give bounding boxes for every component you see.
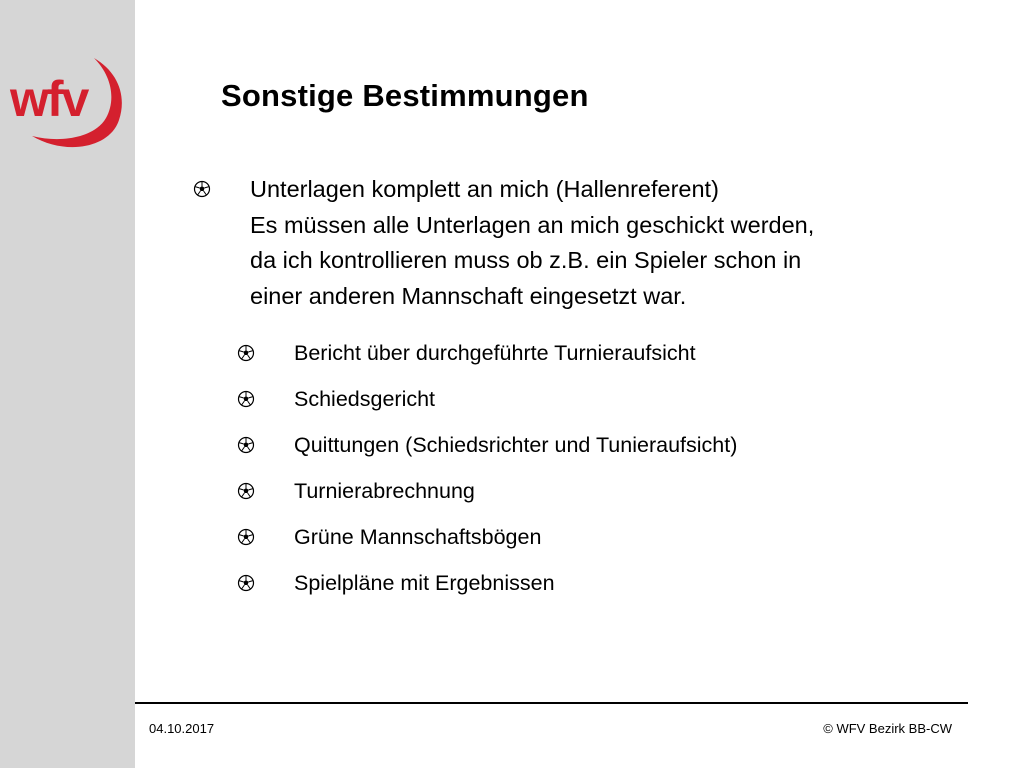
wfv-logo bbox=[6, 52, 130, 156]
footer-copyright: © WFV Bezirk BB-CW bbox=[823, 721, 952, 736]
svg-text:wfv: wfv bbox=[10, 71, 88, 127]
sub-bullet-text: Grüne Mannschaftsbögen bbox=[294, 525, 542, 549]
soccer-ball-icon bbox=[193, 180, 211, 198]
soccer-ball-icon bbox=[237, 528, 255, 546]
sub-bullet-text: Schiedsgericht bbox=[294, 387, 436, 411]
main-bullet-item bbox=[193, 172, 973, 314]
sub-bullet-text: Turnierabrechnung bbox=[294, 479, 475, 503]
sub-bullet-text: Bericht über durchgeführte Turnieraufsicht bbox=[294, 341, 696, 365]
sub-bullet-text: Spielpläne mit Ergebnissen bbox=[294, 571, 555, 595]
soccer-ball-icon bbox=[237, 390, 255, 408]
soccer-ball-icon bbox=[237, 482, 255, 500]
soccer-ball-icon bbox=[237, 344, 255, 362]
sub-bullet-text: Quittungen (Schiedsrichter und Tunieraufsicht) bbox=[294, 433, 738, 457]
main-bullet-text: Unterlagen komplett an mich (Hallenreferent) Es müssen alle Unterlagen an mich geschickt werden, da ich kontrollieren muss ob z.B. ein Spieler schon in einer anderen Mannschaft eingesetzt war. bbox=[250, 176, 815, 309]
slide-title: Sonstige Bestimmungen bbox=[221, 78, 589, 113]
footer-divider bbox=[135, 702, 968, 704]
soccer-ball-icon bbox=[237, 574, 255, 592]
soccer-ball-icon bbox=[237, 436, 255, 454]
footer-date: 04.10.2017 bbox=[149, 721, 215, 736]
